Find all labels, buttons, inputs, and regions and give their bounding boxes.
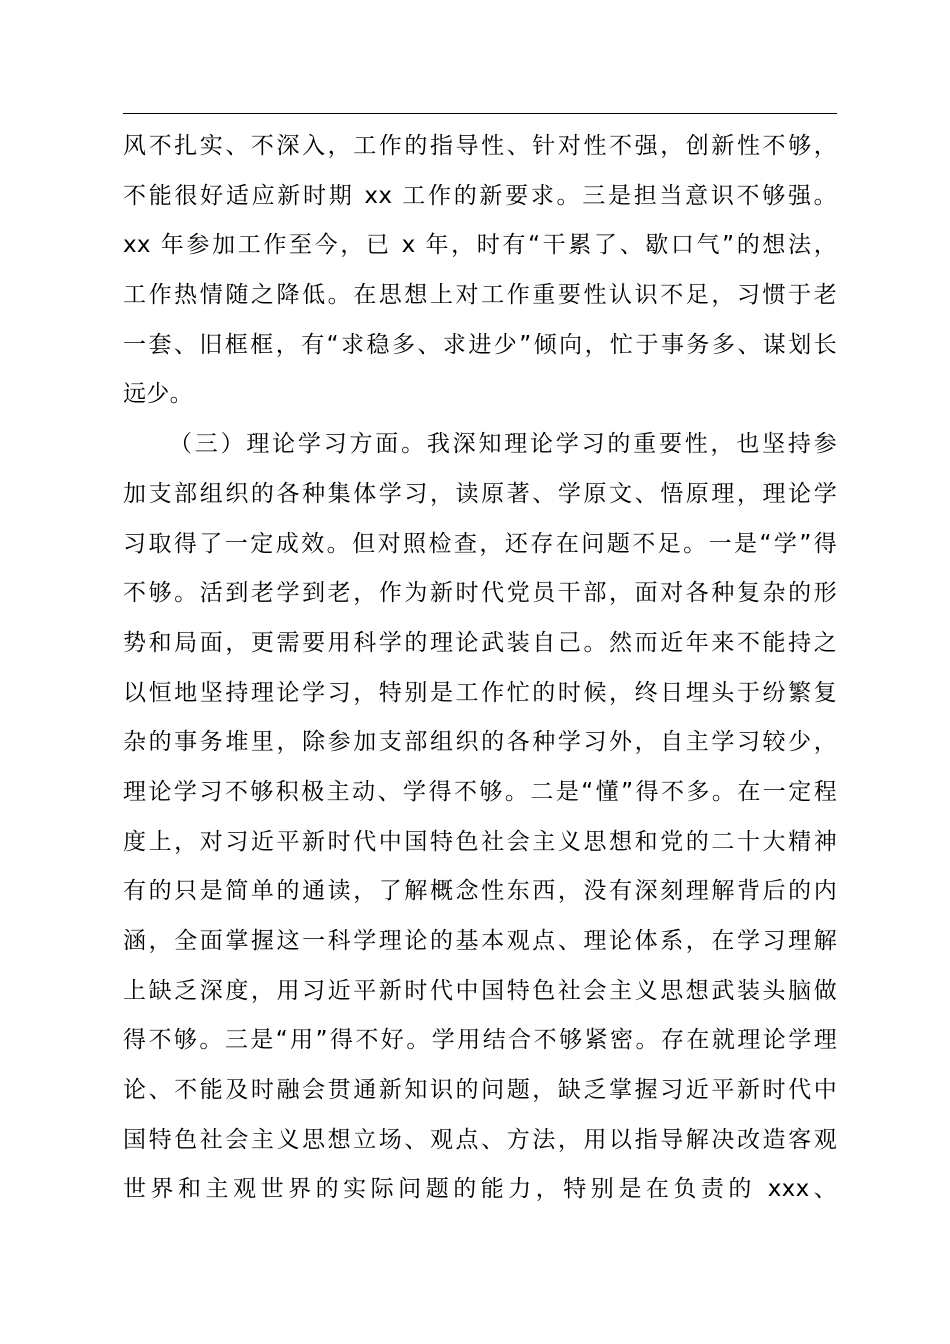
text-line-18: 上缺乏深度，用习近平新时代中国特色社会主义思想武装头脑做 xyxy=(123,977,837,1004)
text-line-19: 得不够。三是“用”得不好。学用结合不够紧密。存在就理论学理 xyxy=(123,1027,837,1054)
section-heading-line: （三）理论学习方面。我深知理论学习的重要性，也坚持参 xyxy=(169,431,837,458)
body-text xyxy=(123,122,837,1215)
text-line-8: 加支部组织的各种集体学习，读原著、学原文、悟原理，理论学 xyxy=(123,480,837,507)
text-line-6: 远少。 xyxy=(123,381,193,408)
text-line-3: xx 年参加工作至今，已 x 年，时有“干累了、歇口气”的想法， xyxy=(123,232,837,259)
text-line-21: 国特色社会主义思想立场、观点、方法，用以指导解决改造客观 xyxy=(123,1126,837,1153)
text-line-14: 理论学习不够积极主动、学得不够。二是“懂”得不多。在一定程 xyxy=(123,778,837,805)
text-line-17: 涵，全面掌握这一科学理论的基本观点、理论体系，在学习理解 xyxy=(123,928,837,954)
text-line-4: 工作热情随之降低。在思想上对工作重要性认识不足，习惯于老 xyxy=(123,282,837,309)
text-line-20: 论、不能及时融会贯通新知识的问题，缺乏掌握习近平新时代中 xyxy=(123,1077,837,1104)
text-line-2: 不能很好适应新时期 xx 工作的新要求。三是担当意识不够强。 xyxy=(123,182,837,209)
text-line-12: 以恒地坚持理论学习，特别是工作忙的时候，终日埋头于纷繁复 xyxy=(123,679,837,706)
header-rule xyxy=(123,113,837,114)
text-line-13: 杂的事务堆里，除参加支部组织的各种学习外，自主学习较少， xyxy=(123,729,837,756)
text-line-9: 习取得了一定成效。但对照检查，还存在问题不足。一是“学”得 xyxy=(123,530,837,557)
text-line-22: 世界和主观世界的实际问题的能力，特别是在负责的 xxx、 xyxy=(123,1176,837,1203)
text-line-10: 不够。活到老学到老，作为新时代党员干部，面对各种复杂的形 xyxy=(123,580,837,607)
text-line-11: 势和局面，更需要用科学的理论武装自己。然而近年来不能持之 xyxy=(123,629,837,656)
text-line-5: 一套、旧框框，有“求稳多、求进少”倾向，忙于事务多、谋划长 xyxy=(123,331,837,358)
text-line-1: 风不扎实、不深入，工作的指导性、针对性不强，创新性不够， xyxy=(123,133,837,159)
text-line-15: 度上，对习近平新时代中国特色社会主义思想和党的二十大精神 xyxy=(123,828,837,855)
text-line-16: 有的只是简单的通读，了解概念性东西，没有深刻理解背后的内 xyxy=(123,878,837,905)
